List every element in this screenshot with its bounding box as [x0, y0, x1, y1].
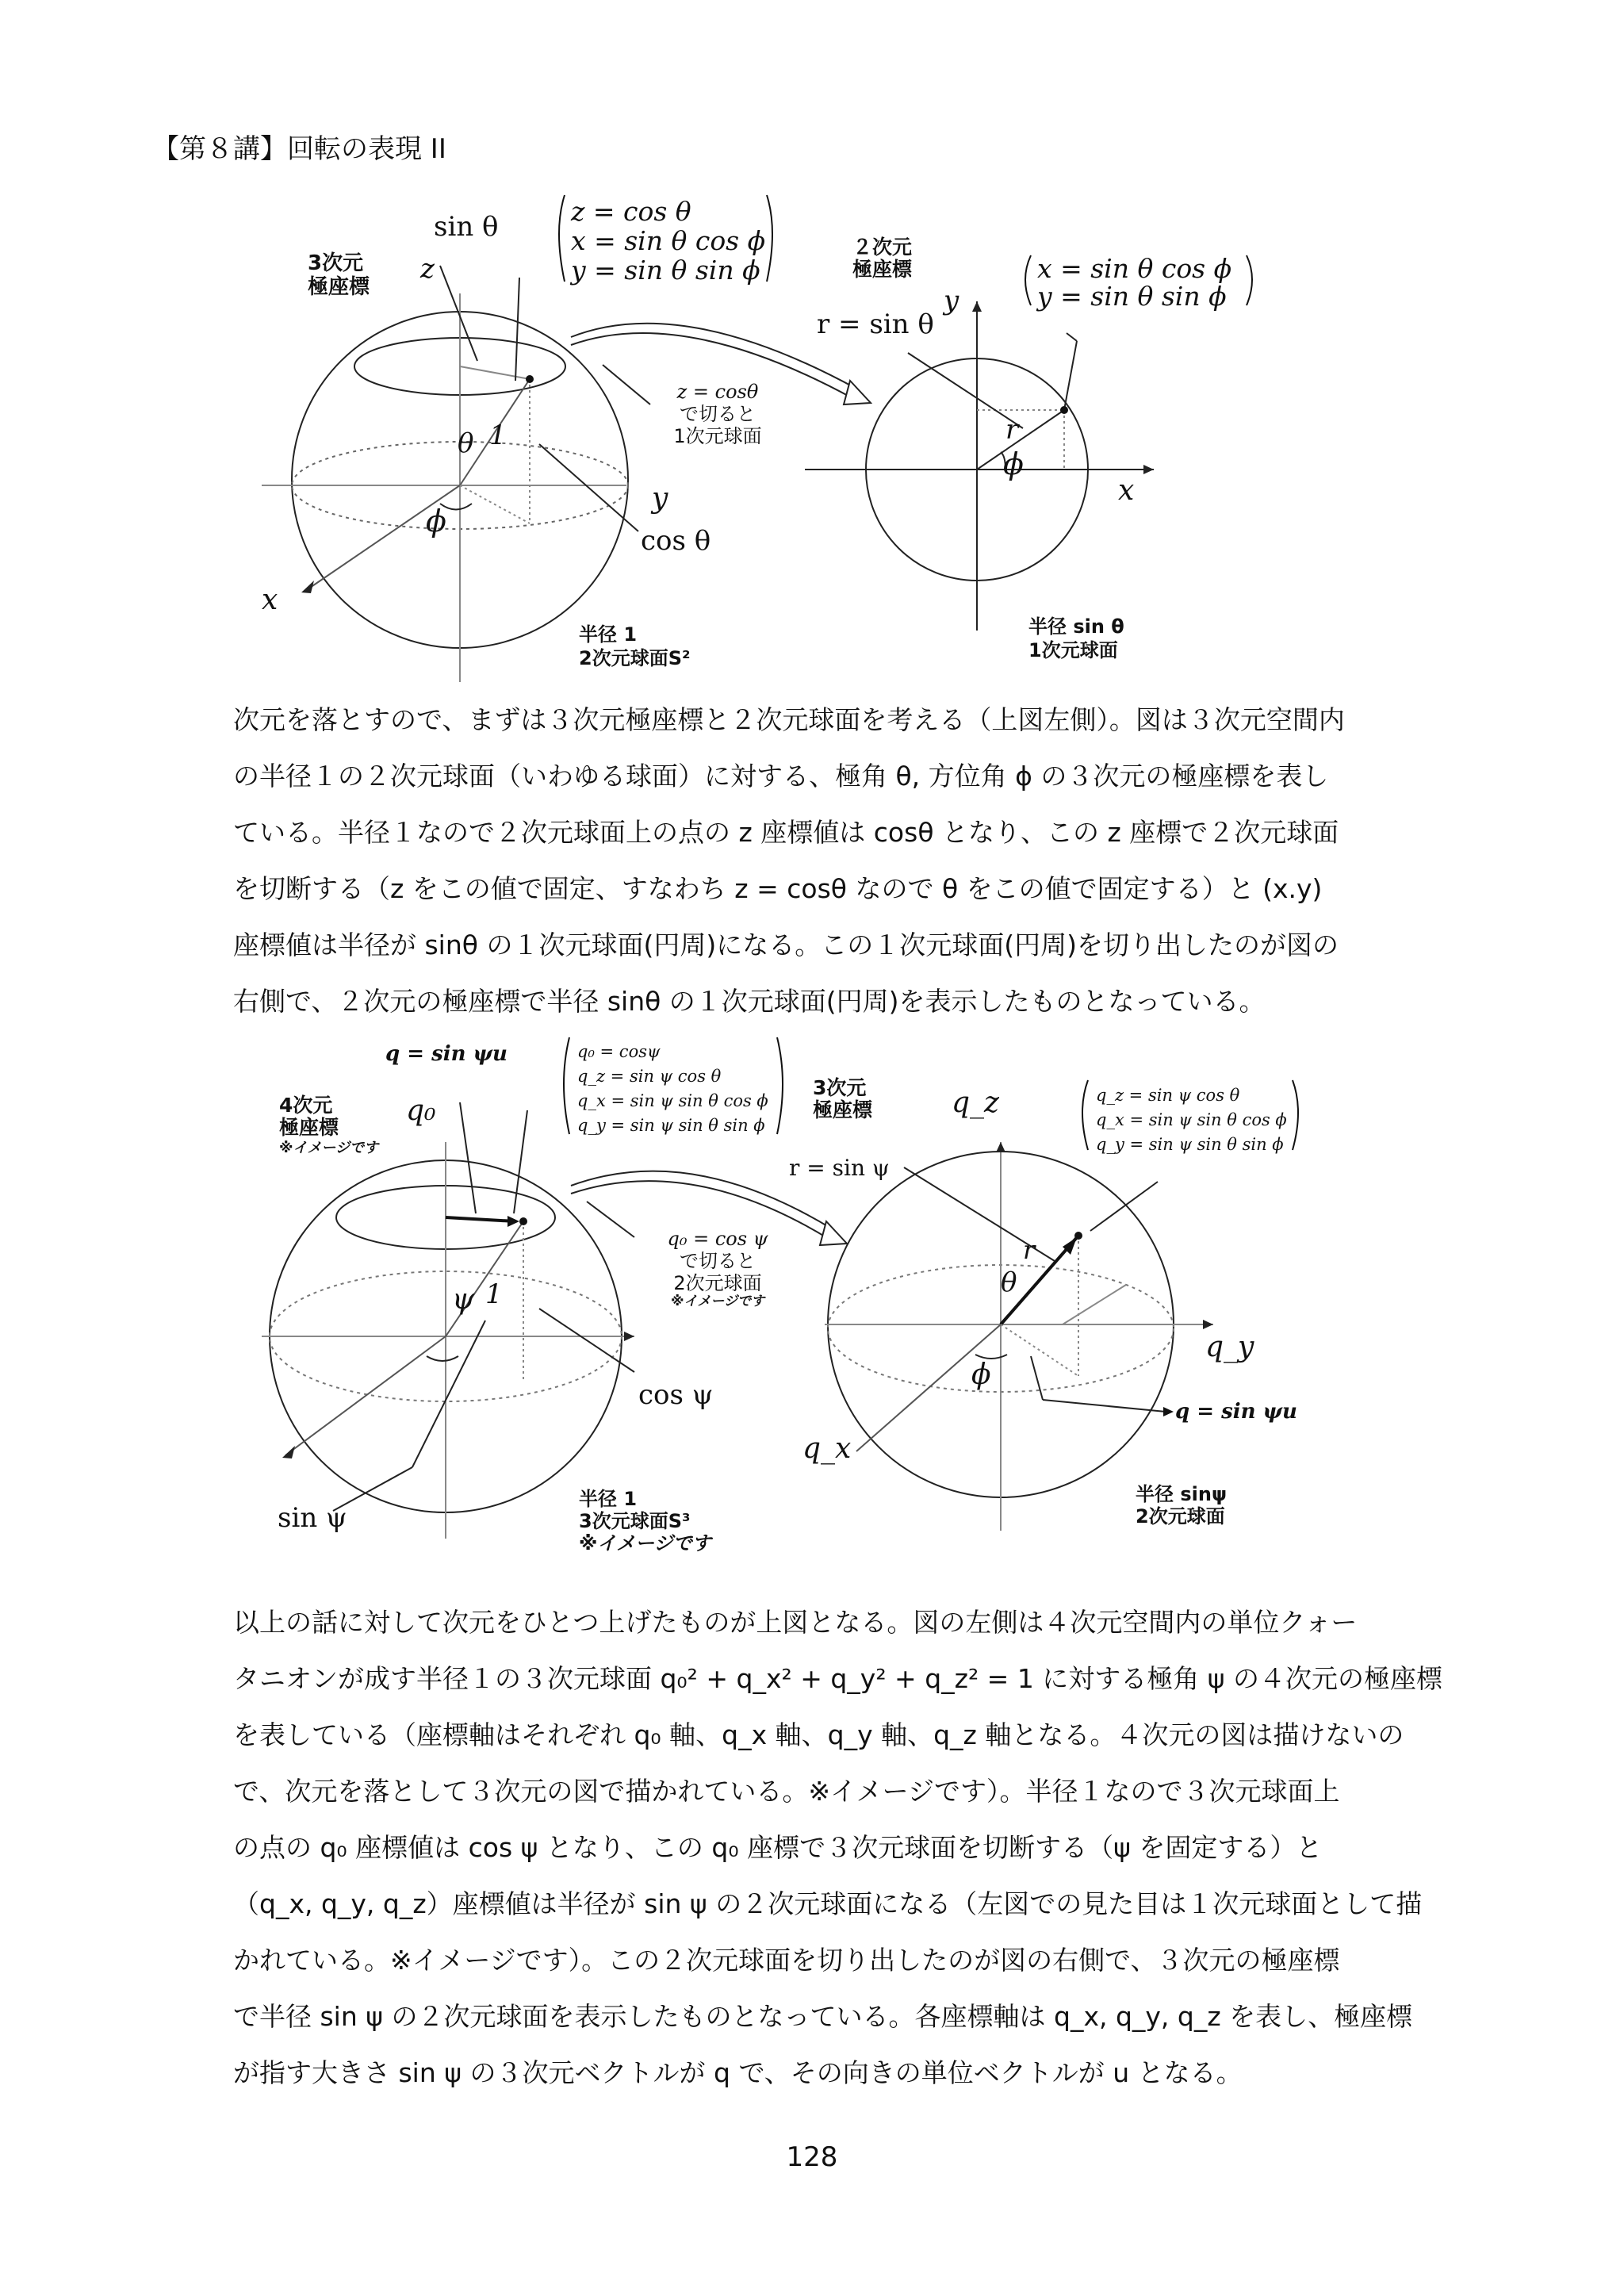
eq-left-2: x = sin θ cos ϕ — [571, 225, 766, 256]
title-3d-polar2-2: 極座標 — [813, 1098, 873, 1121]
eq-left-1: z = cos θ — [571, 196, 691, 227]
eq2-left-4: q_y = sin ψ sin θ sin ϕ — [577, 1116, 765, 1135]
title-3d-polar2-1: 3次元 — [813, 1076, 867, 1099]
para2-line-2: タニオンが成す半径１の３次元球面 q₀² + q_x² + q_y² + q_z² = 1 に対する極角 ψ の４次元の極座標 — [233, 1663, 1443, 1694]
z-axis-label: z — [420, 253, 435, 285]
sin-psi-label: sin ψ — [278, 1502, 347, 1534]
para2-line-1: 以上の話に対して次元をひとつ上げたものが上図となる。図の左側は４次元空間内の単位クォー — [233, 1607, 1358, 1638]
para2-line-5: の点の q₀ 座標値は cos ψ となり、この q₀ 座標で３次元球面を切断する（ψ を固定する）と — [233, 1832, 1323, 1863]
r-sin-psi-label: r = sin ψ — [789, 1155, 890, 1181]
cut2-note-1: q₀ = cos ψ — [667, 1228, 768, 1250]
paragraph-1 — [233, 692, 1470, 1029]
para2-line-7: かれている。※イメージです）。この２次元球面を切り出したのが図の右側で、３次元の極座標 — [233, 1945, 1340, 1976]
eq2-right-1: q_z = sin ψ cos θ — [1096, 1086, 1240, 1105]
left2-radius-2: 3次元球面S³ — [579, 1510, 691, 1532]
cos-theta-label: cos θ — [641, 525, 711, 557]
one-label: 1 — [489, 420, 507, 451]
figure-1-svg — [0, 190, 1624, 682]
right2-radius-1: 半径 sinψ — [1136, 1483, 1228, 1505]
theta2-label: θ — [1001, 1267, 1017, 1298]
cut2-note-4: ※イメージです — [670, 1294, 765, 1309]
para1-line-3: ている。半径１なので２次元球面上の点の z 座標値は cosθ となり、この z 座標で２次元球面 — [233, 817, 1339, 848]
r-label: r — [1005, 414, 1019, 446]
point-on-sphere — [526, 375, 534, 383]
para1-line-5: 座標値は半径が sinθ の１次元球面(円周)になる。この１次元球面(円周)を切り出したのが図の — [233, 930, 1339, 960]
left2-radius-1: 半径 1 — [579, 1488, 638, 1510]
qy-axis-label: q_y — [1205, 1331, 1254, 1363]
left-radius-2: 2次元球面S² — [579, 647, 691, 669]
qz-axis-label: q_z — [952, 1087, 1000, 1119]
title-2d-polar-1: ２次元 — [852, 236, 913, 259]
eq2-right-3: q_y = sin ψ sin θ sin ϕ — [1096, 1135, 1284, 1154]
phi2-label: ϕ — [971, 1359, 991, 1391]
left2-radius-3: ※イメージです — [579, 1532, 711, 1554]
eq-right-2: y = sin θ sin ϕ — [1037, 281, 1227, 312]
right-radius-1: 半径 sin θ — [1028, 615, 1124, 638]
r-phi-label: ϕ — [1003, 447, 1024, 481]
figure-2 — [0, 1023, 1624, 1570]
r2-label: r — [1023, 1235, 1036, 1265]
cut2-note-2: で切ると — [680, 1250, 756, 1272]
psi-label: ψ — [452, 1283, 475, 1316]
para1-line-4: を切断する（z をこの値で固定、すなわち z = cosθ なので θ をこの値で固定する）と (x.y) — [233, 873, 1323, 904]
para1-line-1: 次元を落とすので、まずは３次元極座標と２次元球面を考える（上図左側）。図は３次元空間内 — [233, 704, 1345, 735]
cos-psi-label: cos ψ — [638, 1379, 714, 1411]
qx-axis-label: q_x — [802, 1432, 852, 1465]
right-radius-2: 1次元球面 — [1028, 639, 1118, 661]
title-3d-polar-2: 極座標 — [308, 275, 370, 299]
page-header: 【第８講】回転の表現 II — [152, 133, 446, 165]
y-axis-label: y — [652, 482, 668, 515]
eq-left-3: y = sin θ sin ϕ — [571, 255, 760, 286]
one-label-2: 1 — [485, 1278, 503, 1310]
eq2-left-1: q₀ = cosψ — [577, 1042, 661, 1061]
eq2-right-2: q_x = sin ψ sin θ cos ϕ — [1096, 1110, 1287, 1129]
title-4d-polar-3: ※イメージです — [279, 1140, 378, 1156]
eq2-left-2: q_z = sin ψ cos θ — [577, 1067, 722, 1086]
ry-axis-label: y — [944, 285, 959, 316]
rx-axis-label: x — [1118, 474, 1135, 507]
eq-right-1: x = sin θ cos ϕ — [1037, 253, 1232, 284]
title-4d-polar-1: 4次元 — [279, 1094, 333, 1117]
right2-radius-2: 2次元球面 — [1136, 1505, 1225, 1527]
x-axis-label: x — [262, 584, 278, 616]
left-radius-1: 半径 1 — [579, 623, 638, 646]
q-sin-psi-u-label-2: q = sin ψu — [1175, 1400, 1297, 1424]
title-4d-polar-2: 極座標 — [279, 1116, 339, 1139]
cut-note-2: で切ると — [680, 403, 756, 425]
q0-axis-label: q₀ — [406, 1094, 436, 1127]
point-on-circle — [1060, 406, 1068, 414]
paragraph-2 — [233, 1594, 1470, 2101]
page-number: 128 — [786, 2141, 838, 2173]
para2-line-6: （q_x, q_y, q_z）座標値は半径が sin ψ の２次元球面になる（左図での見た目は１次元球面として描 — [233, 1888, 1423, 1919]
cut-note-3: 1次元球面 — [673, 425, 762, 447]
figure-2-svg — [0, 1023, 1624, 1570]
eq2-left-3: q_x = sin ψ sin θ cos ϕ — [577, 1091, 768, 1110]
phi-label: ϕ — [426, 504, 446, 539]
cut2-note-3: 2次元球面 — [673, 1272, 762, 1294]
q-sin-psi-u-label: q = sin ψu — [385, 1042, 508, 1066]
title-3d-polar-1: 3次元 — [308, 251, 364, 275]
title-2d-polar-2: 極座標 — [852, 258, 913, 281]
sin-theta-label: sin θ — [434, 211, 499, 243]
cut-note-1: z = cosθ — [676, 381, 759, 403]
para2-line-3: を表している（座標軸はそれぞれ q₀ 軸、q_x 軸、q_y 軸、q_z 軸となる。４次元の図は描けないの — [233, 1719, 1404, 1750]
theta-label: θ — [458, 427, 474, 459]
para1-line-6: 右側で、２次元の極座標で半径 sinθ の１次元球面(円周)を表示したものとなっている。 — [233, 986, 1266, 1017]
para2-line-4: で、次元を落として３次元の図で描かれている。※イメージです）。半径１なので３次元球面上 — [233, 1776, 1340, 1807]
para2-line-9: が指す大きさ sin ψ の３次元ベクトルが q で、その向きの単位ベクトルが u となる。 — [233, 2057, 1243, 2088]
figure-1 — [0, 190, 1624, 682]
para2-line-8: で半径 sin ψ の２次元球面を表示したものとなっている。各座標軸は q_x, q_y, q_z を表し、極座標 — [233, 2001, 1413, 2032]
para1-line-2: の半径１の２次元球面（いわゆる球面）に対する、極角 θ, 方位角 ϕ の３次元の極座標を表し — [233, 761, 1329, 792]
r-sin-theta-label: r = sin θ — [817, 309, 934, 340]
